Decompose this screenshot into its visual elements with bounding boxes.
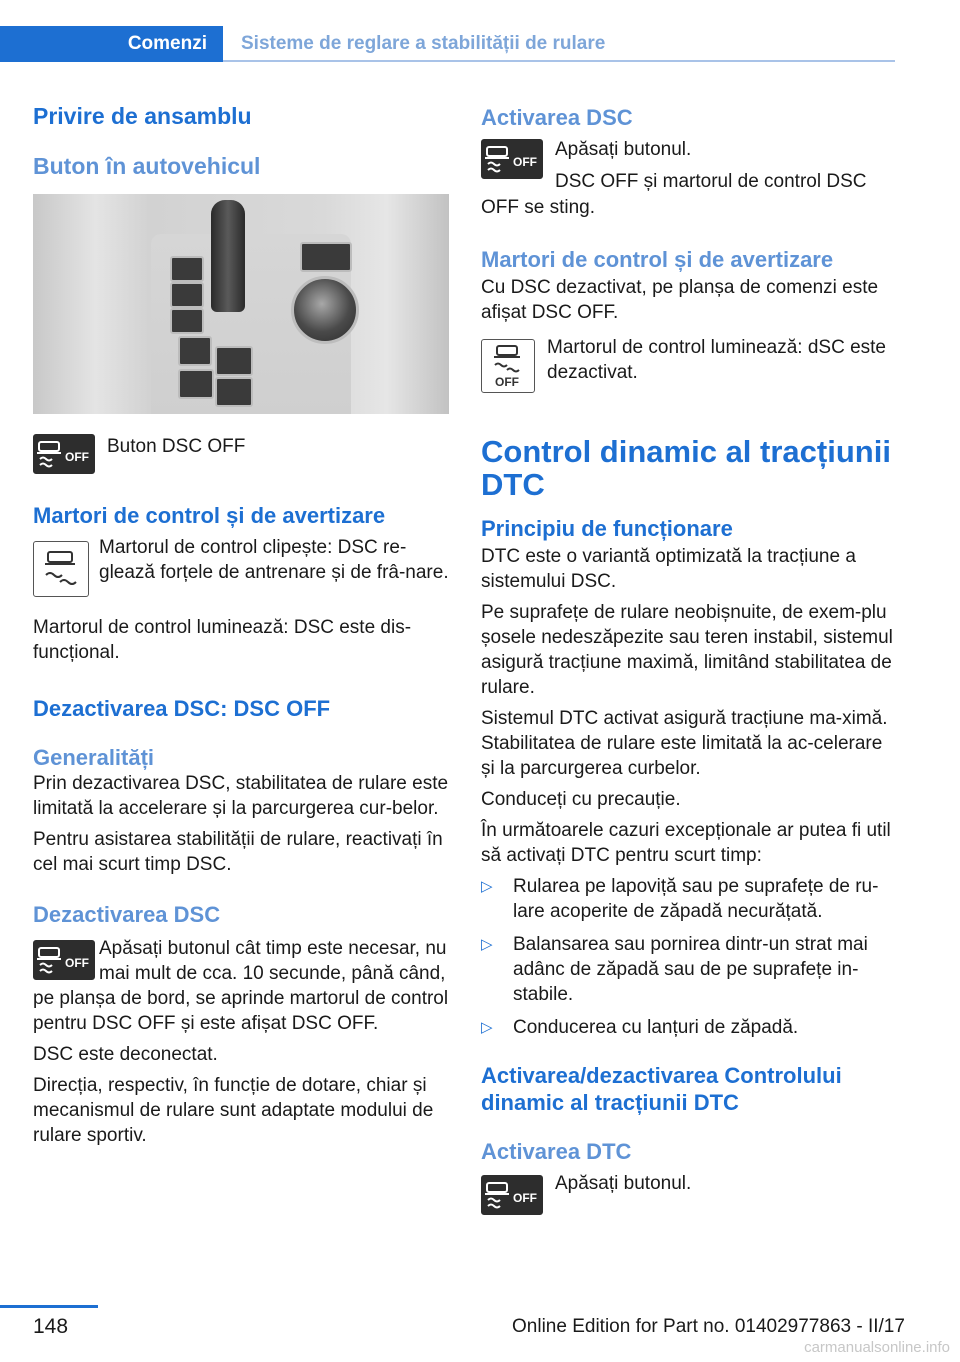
deactivate-paragraph-3: Direcția, respectiv, în funcție de dotare, chiar și mecanismul de rulare sunt adaptate modului de rulare sportiv. <box>33 1075 434 1146</box>
indicator-flashing-text: Martorul de control clipește: DSC re‐glează forțele de antrenare și de frâ‐nare. <box>99 537 449 583</box>
list-item-text: Rularea pe lapoviță sau pe suprafețe de ru‐lare acoperite de zăpadă necurățată. <box>513 876 879 922</box>
header-divider <box>223 60 895 62</box>
heading-deactivate-dsc-off: Dezactivarea DSC: DSC OFF <box>33 696 331 721</box>
deactivate-row <box>33 936 449 1036</box>
indicator-right-paragraph-1: Cu DSC dezactivat, pe planșa de comenzi este afișat DSC OFF. <box>481 277 879 323</box>
gear-selector-lever <box>211 200 245 312</box>
general-paragraph-1: Prin dezactivarea DSC, stabilitatea de rulare este limitată la accelerare și la parcurgerea cur‐belor. <box>33 773 449 819</box>
activate-dtc-row <box>481 1171 893 1221</box>
heading-activate-dsc: Activarea DSC <box>481 105 633 130</box>
off-label: OFF <box>65 956 89 970</box>
principle-paragraph-3: Sistemul DTC activat asigură tracțiune ma‐ximă. Stabilitatea de rulare este limitată la ac‐celerare și la parcurgerea curbelor. <box>481 708 888 779</box>
dsc-warning-icon <box>33 541 89 597</box>
principle-paragraph-4: Conduceți cu precauție. <box>481 789 681 810</box>
indicator-right-paragraph-2: Martorul de control luminează: dSC este dezactivat. <box>547 337 886 383</box>
heading-overview: Privire de ansamblu <box>33 103 252 129</box>
heading-indicators-right: Martori de control și de avertizare <box>481 247 834 272</box>
right-column <box>481 96 893 1221</box>
center-console-photo <box>33 194 449 414</box>
section-title: Sisteme de reglare a stabilității de rulare <box>241 33 606 54</box>
console-switch <box>170 256 204 282</box>
list-item-text: Conducerea cu lanțuri de zăpadă. <box>513 1017 799 1038</box>
watermark: carmanualsonline.info <box>804 1339 950 1356</box>
dsc-off-button-icon <box>481 139 543 179</box>
activate-dtc-text: Apăsați butonul. <box>555 1173 692 1194</box>
dsc-off-indicator-icon <box>481 339 535 393</box>
activate-row <box>481 137 893 195</box>
heading-activate-deactivate-dtc: Activarea/dezactivarea Controlului dinamic al tracțiunii DTC <box>481 1063 842 1115</box>
general-paragraph-2: Pentru asistarea stabilității de rulare, reactivați în cel mai scurt timp DSC. <box>33 829 443 875</box>
heading-activate-dtc: Activarea DTC <box>481 1139 632 1164</box>
off-label: OFF <box>513 155 537 169</box>
left-column <box>33 96 449 1148</box>
deactivate-paragraph-1 <box>33 936 449 1036</box>
footer-accent-line <box>0 1305 98 1308</box>
heading-principle: Principiu de funcționare <box>481 516 733 541</box>
list-item <box>481 1015 893 1040</box>
indicator-right-row <box>481 335 893 397</box>
list-item <box>481 874 893 924</box>
off-label: OFF <box>513 1191 537 1205</box>
dsc-off-button-icon <box>33 940 95 980</box>
console-switch <box>178 369 214 399</box>
console-switch <box>170 282 204 308</box>
bullet-list <box>481 874 893 1040</box>
heading-indicators: Martori de control și de avertizare <box>33 503 386 528</box>
triangle-bullet-icon: ▷ <box>481 1019 493 1036</box>
indicator-row <box>33 535 449 613</box>
heading-deactivate-dsc: Dezactivarea DSC <box>33 902 221 927</box>
principle-paragraph-5: În următoarele cazuri excepționale ar putea fi util să activați DTC pentru scurt timp: <box>481 820 891 866</box>
triangle-bullet-icon: ▷ <box>481 936 493 953</box>
console-switch <box>215 377 253 407</box>
dtc-off-button-icon <box>481 1175 543 1215</box>
off-label: OFF <box>65 450 89 464</box>
deactivate-paragraph-2: DSC este deconectat. <box>33 1044 218 1065</box>
principle-paragraph-1: DTC este o variantă optimizată la tracțiune a sistemului DSC. <box>481 546 856 592</box>
caption-dsc-off: Buton DSC OFF <box>107 436 246 457</box>
page-number: 148 <box>33 1315 69 1338</box>
triangle-bullet-icon: ▷ <box>481 878 493 895</box>
icon-spacer <box>33 936 99 937</box>
indicator-lit-text: Martorul de control luminează: DSC este dis‐funcțional. <box>33 617 412 663</box>
list-item-text: Balansarea sau pornirea dintr-un strat mai adânc de zăpadă sau de pe suprafețe in‐stabile. <box>513 934 868 1005</box>
console-switch <box>170 308 204 334</box>
heading-general: Generalități <box>33 745 155 770</box>
page-header <box>0 0 960 62</box>
caption-row <box>33 432 449 476</box>
controller-knob <box>291 276 359 344</box>
chapter-tab: Comenzi <box>0 26 223 62</box>
heading-button-in-car: Buton în autovehicul <box>33 153 261 179</box>
console-switch <box>178 336 212 366</box>
activate-press-text: Apăsați butonul. <box>555 139 692 160</box>
dsc-off-button-icon <box>33 434 95 474</box>
list-item <box>481 932 893 1007</box>
principle-paragraph-2: Pe suprafețe de rulare neobișnuite, de exem‐plu șosele nedeszăpezite sau teren instabil, sistemul asigură tracțiune maximă, limitând stabilitatea de rulare. <box>481 602 893 698</box>
activate-result-text: OFF se sting. <box>481 197 596 218</box>
deactivate-paragraph-1-text: Apăsați butonul cât timp este necesar, nu mai mult de cca. 10 secunde, până când, pe planșa de bord, se aprinde martorul de control pentru DSC OFF și este afișat DSC OFF. <box>33 938 449 1034</box>
off-label: OFF <box>495 375 519 389</box>
console-switch <box>215 346 253 376</box>
activate-result-text-1: DSC OFF și martorul de control DSC <box>555 171 867 192</box>
heading-dtc: Control dinamic al tracțiunii DTC <box>481 434 891 502</box>
edition-text: Online Edition for Part no. 01402977863 - II/17 <box>512 1316 905 1337</box>
console-switch <box>300 242 352 272</box>
